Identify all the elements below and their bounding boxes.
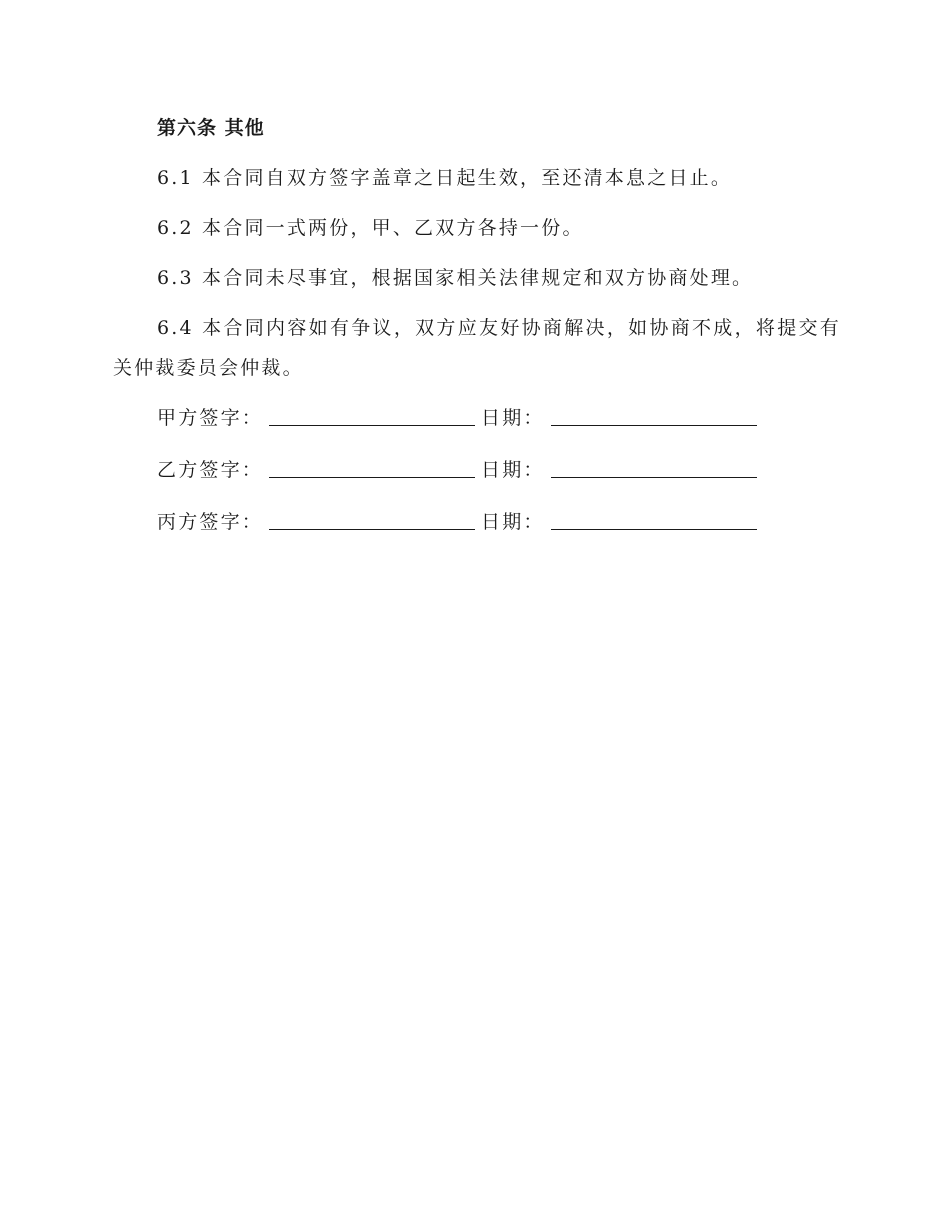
signature-label: 乙方签字： bbox=[157, 459, 264, 481]
signature-label: 甲方签字： bbox=[157, 407, 264, 429]
signature-row-party-a bbox=[113, 398, 841, 438]
date-blank bbox=[551, 403, 757, 426]
section-heading: 第六条 其他 bbox=[157, 117, 265, 139]
clause-6-1: 6.1 本合同自双方签字盖章之日起生效，至还清本息之日止。 bbox=[157, 167, 733, 189]
signature-blank bbox=[269, 507, 475, 530]
clause-6-3: 6.3 本合同未尽事宜，根据国家相关法律规定和双方协商处理。 bbox=[157, 267, 754, 289]
date-blank bbox=[551, 507, 757, 530]
date-label: 日期： bbox=[481, 511, 545, 533]
date-label: 日期： bbox=[481, 407, 545, 429]
signature-row-party-c bbox=[113, 502, 841, 542]
signature-label: 丙方签字： bbox=[157, 511, 264, 533]
date-label: 日期： bbox=[481, 459, 545, 481]
clause-6-4: 6.4 本合同内容如有争议，双方应友好协商解决，如协商不成，将提交有关仲裁委员会仲裁。 bbox=[113, 317, 841, 379]
signature-blank bbox=[269, 403, 475, 426]
clause-6-2: 6.2 本合同一式两份，甲、乙双方各持一份。 bbox=[157, 217, 584, 239]
signature-row-party-b bbox=[113, 450, 841, 490]
date-blank bbox=[551, 455, 757, 478]
document-body bbox=[113, 108, 841, 554]
signature-blank bbox=[269, 455, 475, 478]
